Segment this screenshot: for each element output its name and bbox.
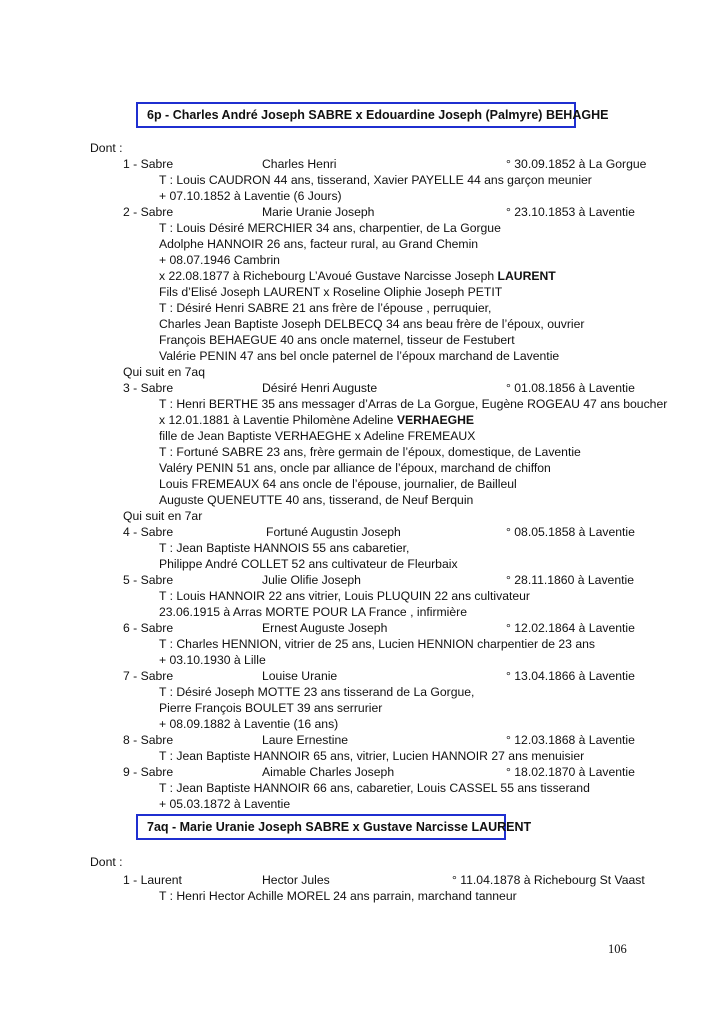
detail-line: + 07.10.1852 à Laventie (6 Jours) bbox=[159, 189, 342, 203]
detail-line: + 08.07.1946 Cambrin bbox=[159, 253, 280, 267]
detail-line: Valéry PENIN 51 ans, oncle par alliance de l’époux, marchand de chiffon bbox=[159, 461, 551, 475]
detail-line: Charles Jean Baptiste Joseph DELBECQ 34 ans beau frère de l’époux, ouvrier bbox=[159, 317, 585, 331]
child-number: 1 - Sabre bbox=[123, 157, 174, 171]
continuation-note: Qui suit en 7aq bbox=[123, 365, 205, 379]
child-given-names: Ernest Auguste Joseph bbox=[262, 621, 388, 635]
family-header-7aq: 7aq - Marie Uranie Joseph SABRE x Gustave Narcisse LAURENT bbox=[136, 814, 506, 840]
child-number: 6 - Sabre bbox=[123, 621, 174, 635]
child-given-names: Laure Ernestine bbox=[262, 733, 349, 747]
dont-label: Dont : bbox=[90, 855, 123, 869]
detail-line: T : Louis CAUDRON 44 ans, tisserand, Xavier PAYELLE 44 ans garçon meunier bbox=[159, 173, 592, 187]
child-birth: ° 01.08.1856 à Laventie bbox=[506, 381, 635, 395]
child-given-names: Hector Jules bbox=[262, 873, 330, 887]
child-number: 1 - Laurent bbox=[123, 873, 182, 887]
child-given-names: Charles Henri bbox=[262, 157, 337, 171]
detail-line: François BEHAEGUE 40 ans oncle maternel, tisseur de Festubert bbox=[159, 333, 515, 347]
marriage-spouse-surname: LAURENT bbox=[497, 269, 556, 283]
child-birth: ° 13.04.1866 à Laventie bbox=[506, 669, 635, 683]
detail-line: T : Fortuné SABRE 23 ans, frère germain de l’époux, domestique, de Laventie bbox=[159, 445, 581, 459]
child-birth: ° 23.10.1853 à Laventie bbox=[506, 205, 635, 219]
detail-line: + 08.09.1882 à Laventie (16 ans) bbox=[159, 717, 339, 731]
child-number: 3 - Sabre bbox=[123, 381, 174, 395]
detail-line: T : Henri BERTHE 35 ans messager d’Arras de La Gorgue, Eugène ROGEAU 47 ans boucher bbox=[159, 397, 668, 411]
detail-line: Fils d’Elisé Joseph LAURENT x Roseline Oliphie Joseph PETIT bbox=[159, 285, 503, 299]
child-given-names: Aimable Charles Joseph bbox=[262, 765, 395, 779]
child-number: 7 - Sabre bbox=[123, 669, 174, 683]
marriage-line bbox=[159, 268, 556, 284]
child-birth: ° 08.05.1858 à Laventie bbox=[506, 525, 635, 539]
detail-line: T : Jean Baptiste HANNOIR 66 ans, cabaretier, Louis CASSEL 55 ans tisserand bbox=[159, 781, 590, 795]
detail-line: + 05.03.1872 à Laventie bbox=[159, 797, 291, 811]
child-given-names: Fortuné Augustin Joseph bbox=[266, 525, 401, 539]
detail-line: T : Jean Baptiste HANNOIS 55 ans cabaretier, bbox=[159, 541, 410, 555]
child-number: 8 - Sabre bbox=[123, 733, 174, 747]
marriage-text: x 12.01.1881 à Laventie Philomène Adeline bbox=[159, 413, 397, 427]
dont-label: Dont : bbox=[90, 141, 123, 155]
child-number: 2 - Sabre bbox=[123, 205, 174, 219]
detail-line: Louis FREMEAUX 64 ans oncle de l’épouse, journalier, de Bailleul bbox=[159, 477, 517, 491]
detail-line: Philippe André COLLET 52 ans cultivateur de Fleurbaix bbox=[159, 557, 458, 571]
child-birth: ° 12.03.1868 à Laventie bbox=[506, 733, 635, 747]
marriage-text: x 22.08.1877 à Richebourg L’Avoué Gustave Narcisse Joseph bbox=[159, 269, 498, 283]
child-birth: ° 11.04.1878 à Richebourg St Vaast bbox=[452, 873, 645, 887]
detail-line: Auguste QUENEUTTE 40 ans, tisserand, de Neuf Berquin bbox=[159, 493, 474, 507]
page-number: 106 bbox=[608, 942, 627, 956]
child-birth: ° 12.02.1864 à Laventie bbox=[506, 621, 635, 635]
child-given-names: Marie Uranie Joseph bbox=[262, 205, 375, 219]
detail-line: + 03.10.1930 à Lille bbox=[159, 653, 266, 667]
detail-line: T : Jean Baptiste HANNOIR 65 ans, vitrier, Lucien HANNOIR 27 ans menuisier bbox=[159, 749, 585, 763]
detail-line: fille de Jean Baptiste VERHAEGHE x Adeline FREMEAUX bbox=[159, 429, 476, 443]
detail-line: Pierre François BOULET 39 ans serrurier bbox=[159, 701, 383, 715]
detail-line: T : Désiré Joseph MOTTE 23 ans tisserand de La Gorgue, bbox=[159, 685, 475, 699]
detail-line: T : Charles HENNION, vitrier de 25 ans, Lucien HENNION charpentier de 23 ans bbox=[159, 637, 596, 651]
continuation-note: Qui suit en 7ar bbox=[123, 509, 203, 523]
child-number: 9 - Sabre bbox=[123, 765, 174, 779]
child-number: 5 - Sabre bbox=[123, 573, 174, 587]
detail-line: Adolphe HANNOIR 26 ans, facteur rural, au Grand Chemin bbox=[159, 237, 479, 251]
child-given-names: Louise Uranie bbox=[262, 669, 338, 683]
detail-line: 23.06.1915 à Arras MORTE POUR LA France , infirmière bbox=[159, 605, 467, 619]
marriage-line bbox=[159, 412, 474, 428]
child-given-names: Julie Olifie Joseph bbox=[262, 573, 361, 587]
child-number: 4 - Sabre bbox=[123, 525, 174, 539]
marriage-spouse-surname: VERHAEGHE bbox=[396, 413, 475, 427]
family-header-6p: 6p - Charles André Joseph SABRE x Edouardine Joseph (Palmyre) BEHAGHE bbox=[136, 102, 576, 128]
detail-line: Valérie PENIN 47 ans bel oncle paternel de l’époux marchand de Laventie bbox=[159, 349, 560, 363]
child-birth: ° 30.09.1852 à La Gorgue bbox=[506, 157, 647, 171]
child-birth: ° 18.02.1870 à Laventie bbox=[506, 765, 635, 779]
child-given-names: Désiré Henri Auguste bbox=[262, 381, 378, 395]
detail-line: T : Louis HANNOIR 22 ans vitrier, Louis PLUQUIN 22 ans cultivateur bbox=[159, 589, 530, 603]
detail-line: T : Désiré Henri SABRE 21 ans frère de l’épouse , perruquier, bbox=[159, 301, 492, 315]
detail-line: T : Louis Désiré MERCHIER 34 ans, charpentier, de La Gorgue bbox=[159, 221, 501, 235]
detail-line: T : Henri Hector Achille MOREL 24 ans parrain, marchand tanneur bbox=[159, 889, 517, 903]
child-birth: ° 28.11.1860 à Laventie bbox=[506, 573, 634, 587]
